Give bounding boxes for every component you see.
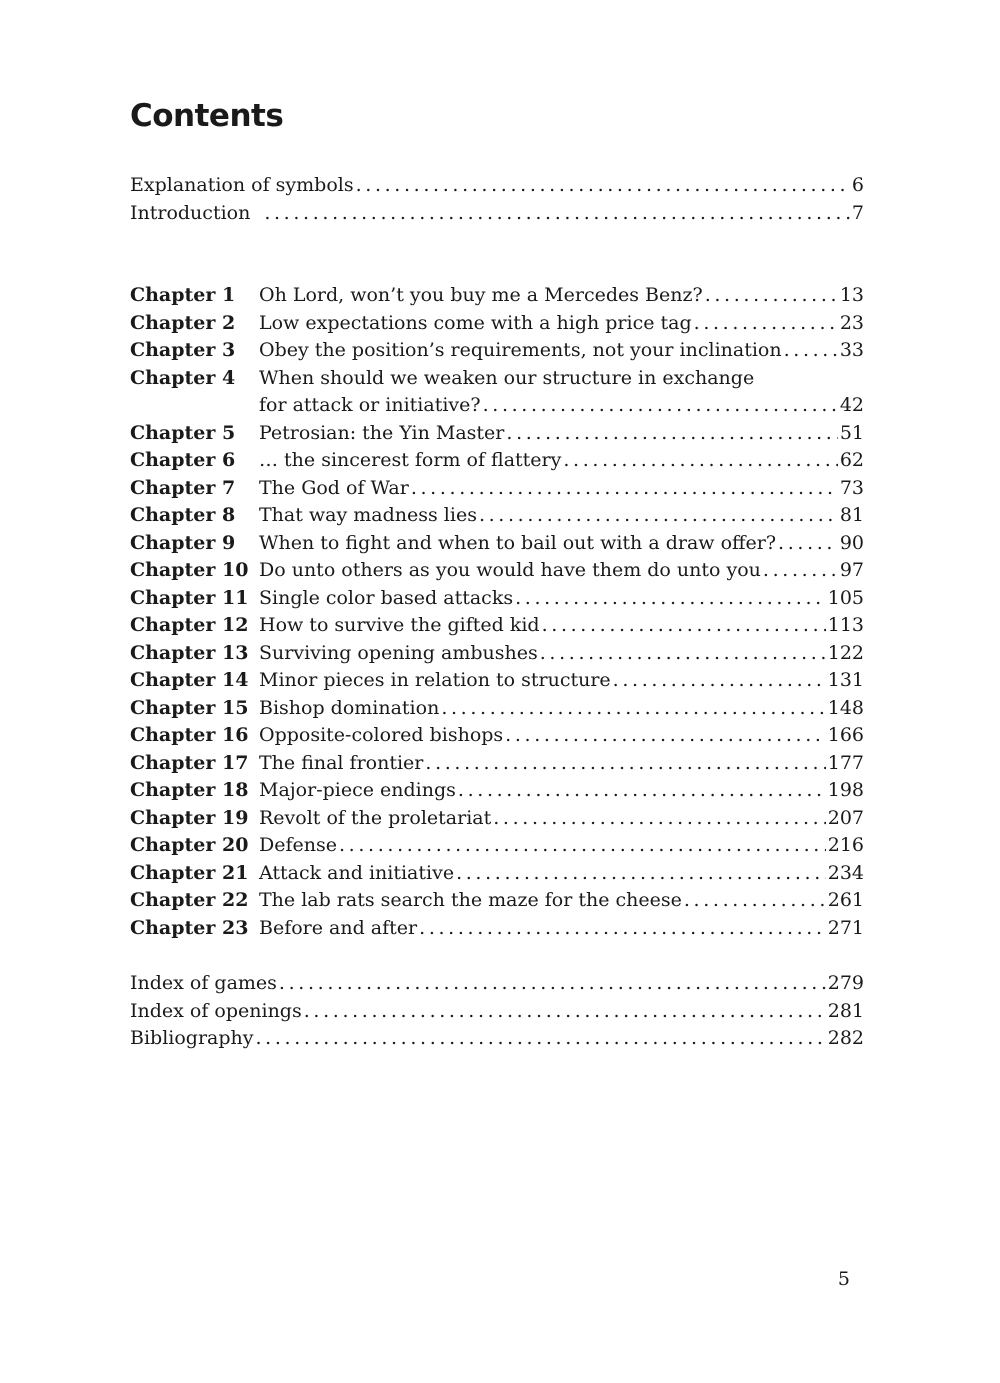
chapter-label: Chapter 12 bbox=[130, 614, 249, 636]
dot-leader bbox=[778, 530, 838, 558]
entry-page-number: 113 bbox=[827, 614, 864, 636]
dot-leader bbox=[784, 337, 838, 365]
entry-title: Single color based attacks bbox=[259, 586, 514, 609]
entry-page-number: 73 bbox=[839, 476, 864, 499]
toc-entry-chapter-7[interactable] bbox=[130, 475, 864, 503]
toc-entry-introduction[interactable] bbox=[130, 200, 864, 228]
dot-leader bbox=[542, 612, 826, 640]
entry-page-number: 62 bbox=[839, 449, 864, 471]
toc-entry-chapter-20[interactable] bbox=[130, 832, 864, 860]
entry-title: Major-piece endings bbox=[259, 779, 456, 801]
dot-leader bbox=[705, 282, 838, 310]
dot-leader bbox=[411, 475, 838, 503]
entry-page-number: 105 bbox=[827, 586, 864, 609]
entry-page-number: 271 bbox=[827, 916, 864, 939]
chapter-label: Chapter 3 bbox=[130, 339, 236, 361]
toc-entry-chapter-8[interactable] bbox=[130, 502, 864, 530]
dot-leader bbox=[479, 502, 838, 530]
entry-page-number: 33 bbox=[839, 339, 864, 361]
dot-leader bbox=[483, 392, 838, 420]
toc-entry-explanation-of-symbols[interactable] bbox=[130, 172, 864, 200]
entry-title: When to fight and when to bail out with a draw offer? bbox=[259, 531, 777, 554]
entry-page-number: 23 bbox=[839, 311, 864, 334]
entry-page-number: 148 bbox=[827, 696, 864, 719]
toc-entry-chapter-4-continued[interactable] bbox=[130, 392, 864, 420]
chapter-label: Chapter 19 bbox=[130, 806, 249, 829]
dot-leader bbox=[256, 1025, 826, 1053]
entry-page-number: 42 bbox=[839, 394, 864, 416]
chapter-label: Chapter 6 bbox=[130, 449, 236, 471]
chapter-label: Chapter 2 bbox=[130, 311, 236, 334]
chapter-label: Chapter 4 bbox=[130, 366, 236, 389]
toc-entry-chapter-21[interactable] bbox=[130, 860, 864, 888]
dot-leader bbox=[304, 998, 826, 1026]
entry-title: Petrosian: the Yin Master bbox=[259, 421, 505, 444]
dot-leader bbox=[515, 585, 826, 613]
toc-entry-chapter-14[interactable] bbox=[130, 667, 864, 695]
entry-title: Low expectations come with a high price tag bbox=[259, 311, 692, 334]
entry-page-number: 7 bbox=[851, 201, 864, 224]
toc-entry-chapter-18[interactable] bbox=[130, 777, 864, 805]
entry-title: Obey the position’s requirements, not your inclination bbox=[259, 339, 782, 361]
entry-title: Before and after bbox=[259, 916, 418, 939]
toc-entry-chapter-1[interactable] bbox=[130, 282, 864, 310]
chapter-label: Chapter 13 bbox=[130, 641, 249, 664]
entry-page-number: 6 bbox=[851, 174, 864, 196]
entry-title: The lab rats search the maze for the cheese bbox=[259, 889, 682, 911]
toc-entry-index-of-openings[interactable] bbox=[130, 998, 864, 1026]
toc-entry-chapter-22[interactable] bbox=[130, 887, 864, 915]
entry-title: Oh Lord, won’t you buy me a Mercedes Benz? bbox=[259, 284, 703, 306]
entry-page-number: 261 bbox=[827, 889, 864, 911]
entry-title: Introduction bbox=[130, 201, 251, 224]
chapter-label: Chapter 1 bbox=[130, 284, 236, 306]
dot-leader bbox=[458, 777, 826, 805]
entry-page-number: 166 bbox=[827, 724, 864, 746]
entry-page-number: 97 bbox=[839, 559, 864, 581]
chapter-label: Chapter 7 bbox=[130, 476, 236, 499]
chapter-label: Chapter 11 bbox=[130, 586, 249, 609]
chapter-label: Chapter 10 bbox=[130, 559, 249, 581]
dot-leader bbox=[456, 860, 826, 888]
entry-page-number: 122 bbox=[827, 641, 864, 664]
chapter-label: Chapter 9 bbox=[130, 531, 236, 554]
chapter-list bbox=[130, 282, 864, 942]
back-matter-list bbox=[130, 970, 864, 1053]
dot-leader bbox=[684, 887, 826, 915]
entry-page-number: 207 bbox=[827, 806, 864, 829]
toc-entry-chapter-6[interactable] bbox=[130, 447, 864, 475]
entry-title: … the sincerest form of flattery bbox=[259, 449, 562, 471]
entry-title: The final frontier bbox=[259, 751, 424, 774]
entry-page-number: 281 bbox=[827, 999, 864, 1022]
dot-leader bbox=[441, 695, 825, 723]
entry-title: Minor pieces in relation to structure bbox=[259, 669, 611, 691]
dot-leader bbox=[279, 970, 826, 998]
entry-page-number: 198 bbox=[827, 779, 864, 801]
dot-leader bbox=[356, 172, 850, 200]
dot-leader bbox=[419, 915, 826, 943]
entry-title-continued: for attack or initiative? bbox=[259, 394, 481, 416]
toc-entry-chapter-19[interactable] bbox=[130, 805, 864, 833]
entry-title: Index of games bbox=[130, 972, 277, 994]
chapter-label: Chapter 18 bbox=[130, 779, 249, 801]
toc-entry-chapter-4[interactable] bbox=[130, 365, 864, 393]
entry-title: Opposite-colored bishops bbox=[259, 724, 504, 746]
toc-entry-chapter-10[interactable] bbox=[130, 557, 864, 585]
toc-entry-chapter-16[interactable] bbox=[130, 722, 864, 750]
entry-page-number: 177 bbox=[827, 751, 864, 774]
dot-leader bbox=[264, 200, 850, 228]
toc-entry-chapter-23[interactable] bbox=[130, 915, 864, 943]
entry-title: Defense bbox=[259, 834, 337, 856]
chapter-label: Chapter 17 bbox=[130, 751, 249, 774]
entry-page-number: 216 bbox=[827, 834, 864, 856]
dot-leader bbox=[613, 667, 826, 695]
entry-title: Bibliography bbox=[130, 1027, 254, 1049]
entry-title: The God of War bbox=[259, 476, 409, 499]
dot-leader bbox=[563, 447, 837, 475]
entry-title: That way madness lies bbox=[259, 504, 477, 526]
entry-title: How to survive the gifted kid bbox=[259, 614, 540, 636]
dot-leader bbox=[506, 420, 837, 448]
entry-title: Attack and initiative bbox=[259, 861, 455, 884]
toc-entry-chapter-9[interactable] bbox=[130, 530, 864, 558]
entry-page-number: 13 bbox=[839, 284, 864, 306]
chapter-label: Chapter 20 bbox=[130, 834, 249, 856]
entry-page-number: 131 bbox=[827, 669, 864, 691]
entry-title: Index of openings bbox=[130, 999, 302, 1022]
page-title: Contents bbox=[130, 98, 284, 134]
toc-entry-chapter-17[interactable] bbox=[130, 750, 864, 778]
entry-page-number: 81 bbox=[839, 504, 864, 526]
entry-title: Revolt of the proletariat bbox=[259, 806, 492, 829]
chapter-label: Chapter 5 bbox=[130, 421, 236, 444]
chapter-label: Chapter 16 bbox=[130, 724, 249, 746]
entry-page-number: 51 bbox=[839, 421, 864, 444]
chapter-label: Chapter 21 bbox=[130, 861, 249, 884]
chapter-label: Chapter 14 bbox=[130, 669, 249, 691]
entry-page-number: 234 bbox=[827, 861, 864, 884]
chapter-label: Chapter 23 bbox=[130, 916, 249, 939]
page-number: 5 bbox=[837, 1268, 850, 1290]
front-matter-list bbox=[130, 172, 864, 227]
entry-page-number: 90 bbox=[839, 531, 864, 554]
dot-leader bbox=[694, 310, 838, 338]
chapter-label: Chapter 15 bbox=[130, 696, 249, 719]
entry-title: When should we weaken our structure in exchange bbox=[259, 366, 755, 389]
entry-page-number: 282 bbox=[827, 1027, 864, 1049]
toc-entry-chapter-3[interactable] bbox=[130, 337, 864, 365]
dot-leader bbox=[493, 805, 826, 833]
entry-page-number: 279 bbox=[827, 972, 864, 994]
dot-leader bbox=[540, 640, 826, 668]
entry-title: Bishop domination bbox=[259, 696, 440, 719]
entry-title: Do unto others as you would have them do unto you bbox=[259, 559, 761, 581]
toc-entry-chapter-12[interactable] bbox=[130, 612, 864, 640]
toc-entry-chapter-5[interactable] bbox=[130, 420, 864, 448]
dot-leader bbox=[763, 557, 838, 585]
toc-entry-index-of-games[interactable] bbox=[130, 970, 864, 998]
toc-entry-chapter-15[interactable] bbox=[130, 695, 864, 723]
toc-entry-chapter-2[interactable] bbox=[130, 310, 864, 338]
dot-leader bbox=[505, 722, 826, 750]
toc-entry-chapter-11[interactable] bbox=[130, 585, 864, 613]
chapter-label: Chapter 8 bbox=[130, 504, 236, 526]
toc-entry-bibliography[interactable] bbox=[130, 1025, 864, 1053]
dot-leader bbox=[339, 832, 826, 860]
chapter-label: Chapter 22 bbox=[130, 889, 249, 911]
entry-title: Explanation of symbols bbox=[130, 174, 354, 196]
entry-title: Surviving opening ambushes bbox=[259, 641, 538, 664]
toc-entry-chapter-13[interactable] bbox=[130, 640, 864, 668]
dot-leader bbox=[425, 750, 825, 778]
